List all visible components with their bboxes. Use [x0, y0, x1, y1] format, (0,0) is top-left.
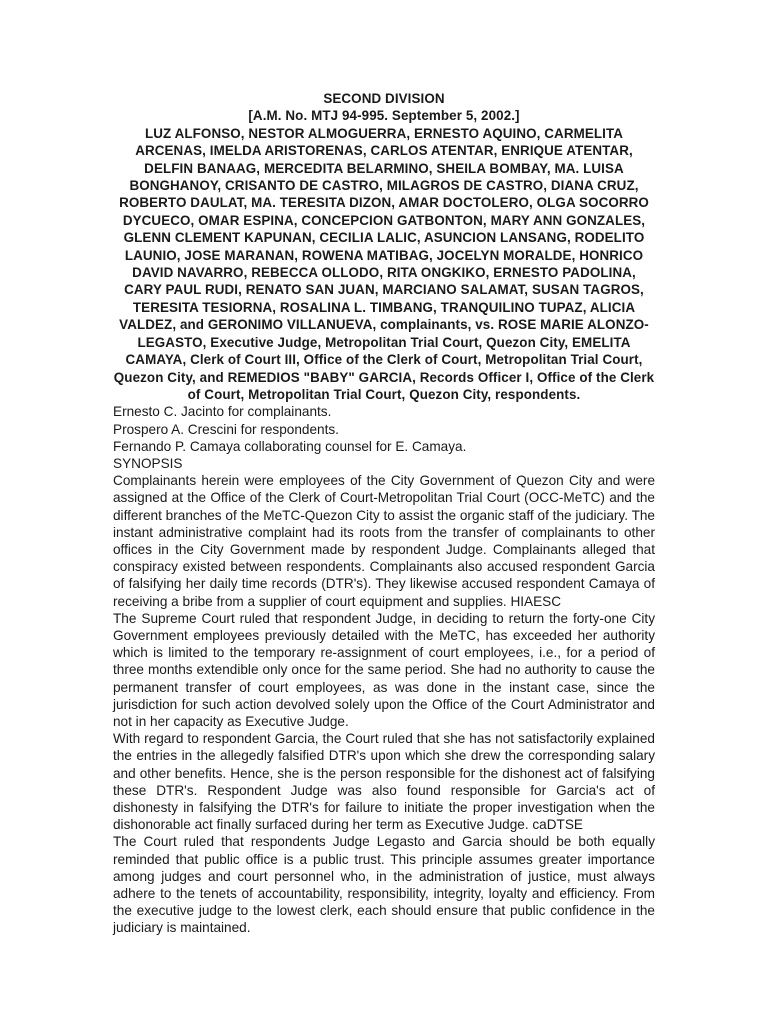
counsel-line: Fernando P. Camaya collaborating counsel for E. Camaya.	[113, 438, 467, 454]
body-paragraph: The Court ruled that respondents Judge Legasto and Garcia should be both equally reminded that public office is a public trust. This principle assumes greater importance among judges and court personnel who, in the administration of justice, must always adhere to the tenets of accountability, responsibility, integrity, loyalty and efficiency. From the executive judge to the lowest clerk, each should ensure that public confidence in the judiciary is maintained.	[113, 834, 655, 936]
case-reference: [A.M. No. MTJ 94-995. September 5, 2002.]	[248, 108, 520, 124]
body-paragraph: Complainants herein were employees of the City Government of Quezon City and were assigned at the Office of the Clerk of Court-Metropolitan Trial Court (OCC-MeTC) and the different branches of the MeTC-Quezon City to assist the organic staff of the judiciary. The instant administrative complaint had its roots from the transfer of complainants to other offices in the City Government made by respondent Judge. Complainants alleged that conspiracy existed between respondents. Complainants also accused respondent Garcia of falsifying her daily time records (DTR's). They likewise accused respondent Camaya of receiving a bribe from a supplier of court equipment and supplies. HIAESC	[113, 473, 655, 609]
document-page	[113, 90, 655, 937]
body-paragraph: The Supreme Court ruled that respondent Judge, in deciding to return the forty-one City Government employees previously detailed with the MeTC, has exceeded her authority which is limited to the temporary re-assignment of court employees, i.e., for a period of three months extendible only once for the same period. She had no authority to cause the permanent transfer of court employees, as was done in the instant case, since the jurisdiction for such action devolved solely upon the Office of the Court Administrator and not in her capacity as Executive Judge.	[113, 610, 655, 729]
case-parties: LUZ ALFONSO, NESTOR ALMOGUERRA, ERNESTO AQUINO, CARMELITA ARCENAS, IMELDA ARISTORENAS, CARLOS ATENTAR, ENRIQUE ATENTAR, DELFIN BANAAG, MERCEDITA BELARMINO, SHEILA BOMBAY, MA. LUISA BONGHANOY, CRISANTO DE CASTRO, MILAGROS DE CASTRO, DIANA CRUZ, ROBERTO DAULAT, MA. TERESITA DIZON, AMAR DOCTOLERO, OLGA SOCORRO DYCUECO, OMAR ESPINA, CONCEPCION GATBONTON, MARY ANN GONZALES, GLENN CLEMENT KAPUNAN, CECILIA LALIC, ASUNCION LANSANG, RODELITO LAUNIO, JOSE MARANAN, ROWENA MATIBAG, JOCELYN MORALDE, HONRICO DAVID NAVARRO, REBECCA OLLODO, RITA ONGKIKO, ERNESTO PADOLINA, CARY PAUL RUDI, RENATO SAN JUAN, MARCIANO SALAMAT, SUSAN TAGROS, TERESITA TESIORNA, ROSALINA L. TIMBANG, TRANQUILINO TUPAZ, ALICIA VALDEZ, and GERONIMO VILLANUEVA, complainants, vs. ROSE MARIE ALONZO-LEGASTO, Executive Judge, Metropolitan Trial Court, Quezon City, EMELITA CAMAYA, Clerk of Court III, Office of the Clerk of Court, Metropolitan Trial Court, Quezon City, and REMEDIOS "BABY" GARCIA, Records Officer I, Office of the Clerk of Court, Metropolitan Trial Court, Quezon City, respondents.	[113, 125, 655, 402]
division-heading: SECOND DIVISION	[323, 91, 445, 106]
counsel-line: Ernesto C. Jacinto for complainants.	[113, 404, 332, 420]
body-paragraph: With regard to respondent Garcia, the Court ruled that she has not satisfactorily explained the entries in the allegedly falsified DTR's upon which she drew the corresponding salary and other benefits. Hence, she is the person responsible for the dishonest act of falsifying these DTR's. Respondent Judge was also found responsible for Garcia's act of dishonesty in falsifying the DTR's for failure to initiate the proper investigation when the dishonorable act finally surfaced during her term as Executive Judge. caDTSE	[113, 731, 655, 833]
counsel-line: Prospero A. Crescini for respondents.	[113, 421, 339, 437]
synopsis-heading: SYNOPSIS	[113, 455, 183, 471]
